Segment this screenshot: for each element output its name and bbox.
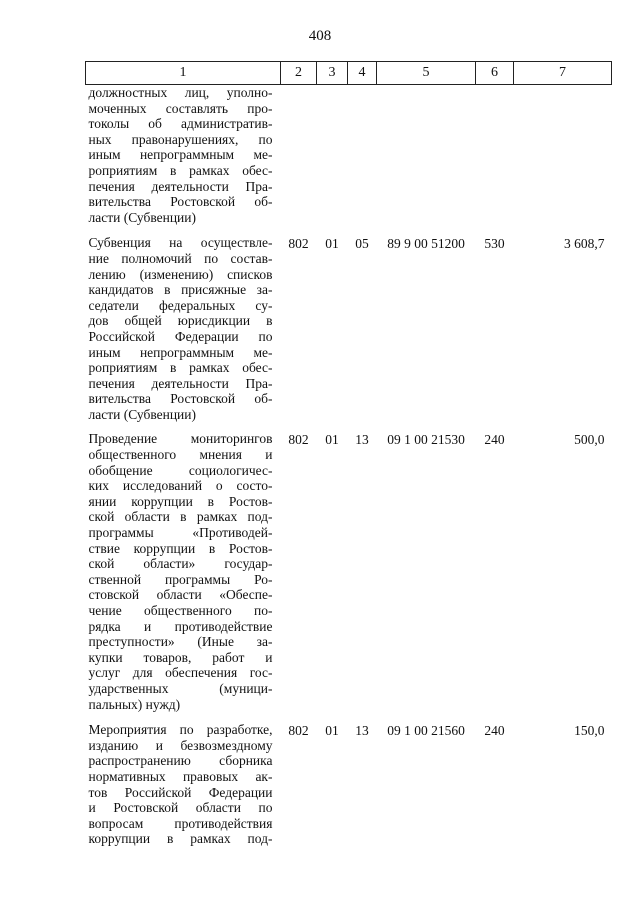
row-section-code: 01 xyxy=(325,432,339,448)
header-col-7: 7 xyxy=(514,62,612,85)
header-col-4: 4 xyxy=(348,62,377,85)
description-line: купки товаров, работ и xyxy=(88,649,273,665)
table-row xyxy=(86,431,612,722)
description-line: кандидатов в присяжные за- xyxy=(88,282,273,298)
description-line: стовской области «Обеспе- xyxy=(88,587,273,603)
row-target-article: 09 1 00 21530 xyxy=(387,432,465,448)
description-line: вительства Ростовской об- xyxy=(88,391,273,407)
row-target-article xyxy=(377,85,476,236)
description-line: янии коррупции в Ростов- xyxy=(88,493,273,509)
row-ministry-code: 802 xyxy=(288,236,309,252)
description-line: тов Российской Федерации xyxy=(88,784,273,800)
table-row xyxy=(86,235,612,431)
description-line: Российской Федерации по xyxy=(88,328,273,344)
description-line: печения деятельности Пра- xyxy=(88,375,273,391)
description-line: программы «Противодей- xyxy=(88,525,273,541)
row-expense-type: 530 xyxy=(484,236,505,252)
row-target-article: 09 1 00 21560 xyxy=(387,723,465,739)
header-row xyxy=(86,62,612,85)
row-ministry-code: 802 xyxy=(288,432,309,448)
table-body xyxy=(86,85,612,847)
row-subsection-code: 13 xyxy=(355,432,369,448)
row-description xyxy=(86,431,281,722)
description-line: коррупции в рамках под- xyxy=(88,831,273,847)
header-col-3: 3 xyxy=(317,62,348,85)
row-target-article: 89 9 00 51200 xyxy=(387,236,465,252)
header-col-2: 2 xyxy=(281,62,317,85)
description-line: рядка и противодействие xyxy=(88,618,273,634)
header-col-6: 6 xyxy=(476,62,514,85)
row-subsection-code xyxy=(348,85,377,236)
description-line: ких исследований о состо- xyxy=(88,478,273,494)
description-line: общественного мнения и xyxy=(88,447,273,463)
description-line: роприятиям в рамках обес- xyxy=(88,162,273,178)
description-line: пальных) нужд) xyxy=(88,696,181,712)
description-line: Мероприятия по разработке, xyxy=(88,722,273,738)
description-line: ствие коррупции в Ростов- xyxy=(88,540,273,556)
description-line: чение общественного по- xyxy=(88,603,273,618)
table-row xyxy=(86,722,612,847)
row-amount: 3 608,7 xyxy=(564,236,605,252)
row-subsection-code: 05 xyxy=(355,236,369,252)
description-line: токолы об административ- xyxy=(88,116,273,132)
row-subsection-code: 13 xyxy=(355,723,369,739)
description-line: и Ростовской области по xyxy=(88,800,273,816)
description-line: обобщение социологичес- xyxy=(88,462,273,478)
description-line: иным непрограммным ме- xyxy=(88,344,273,360)
row-amount xyxy=(514,85,612,236)
description-line: седатели федеральных су- xyxy=(88,297,273,313)
description-line: роприятиям в рамках обес- xyxy=(88,360,273,376)
description-line: ственной программы Ро- xyxy=(88,571,273,587)
budget-table xyxy=(85,61,612,847)
row-amount: 500,0 xyxy=(574,432,605,448)
description-line: моченных составлять про- xyxy=(88,100,273,116)
row-section-code xyxy=(317,85,348,236)
description-line: Субвенция на осуществле- xyxy=(88,235,273,251)
description-line: должностных лиц, уполно- xyxy=(88,85,273,100)
row-amount: 150,0 xyxy=(574,723,605,739)
row-expense-type: 240 xyxy=(484,432,505,448)
description-line: преступности» (Иные за- xyxy=(88,634,273,650)
row-description xyxy=(86,722,281,847)
row-description xyxy=(86,85,281,236)
row-section-code: 01 xyxy=(325,723,339,739)
description-line: распространению сборника xyxy=(88,753,273,769)
row-section-code: 01 xyxy=(325,236,339,252)
row-description xyxy=(86,235,281,431)
description-line: нормативных правовых ак- xyxy=(88,768,273,784)
description-line: ние полномочий по состав- xyxy=(88,250,273,266)
description-line: Проведение мониторингов xyxy=(88,431,273,447)
description-line: ударственных (муници- xyxy=(88,680,273,696)
row-ministry-code xyxy=(281,85,317,236)
description-line: лению (изменению) списков xyxy=(88,266,273,282)
description-line: ласти (Субвенции) xyxy=(88,406,197,422)
row-expense-type xyxy=(476,85,514,236)
header-col-1: 1 xyxy=(86,62,281,85)
description-line: изданию и безвозмездному xyxy=(88,737,273,753)
description-line: ласти (Субвенции) xyxy=(88,209,197,225)
table-header xyxy=(86,62,612,85)
description-line: дов общей юрисдикции в xyxy=(88,313,273,329)
table-row xyxy=(86,85,612,236)
description-line: печения деятельности Пра- xyxy=(88,178,273,194)
description-line: ской области» государ- xyxy=(88,556,273,572)
description-line: ных правонарушениях, по xyxy=(88,131,273,147)
description-line: услуг для обеспечения гос- xyxy=(88,665,273,681)
row-ministry-code: 802 xyxy=(288,723,309,739)
row-expense-type: 240 xyxy=(484,723,505,739)
description-line: ской области в рамках под- xyxy=(88,509,273,525)
description-line: вопросам противодействия xyxy=(88,815,273,831)
description-line: иным непрограммным ме- xyxy=(88,147,273,163)
header-col-5: 5 xyxy=(377,62,476,85)
description-line: вительства Ростовской об- xyxy=(88,194,273,210)
page-number: 408 xyxy=(308,28,332,44)
